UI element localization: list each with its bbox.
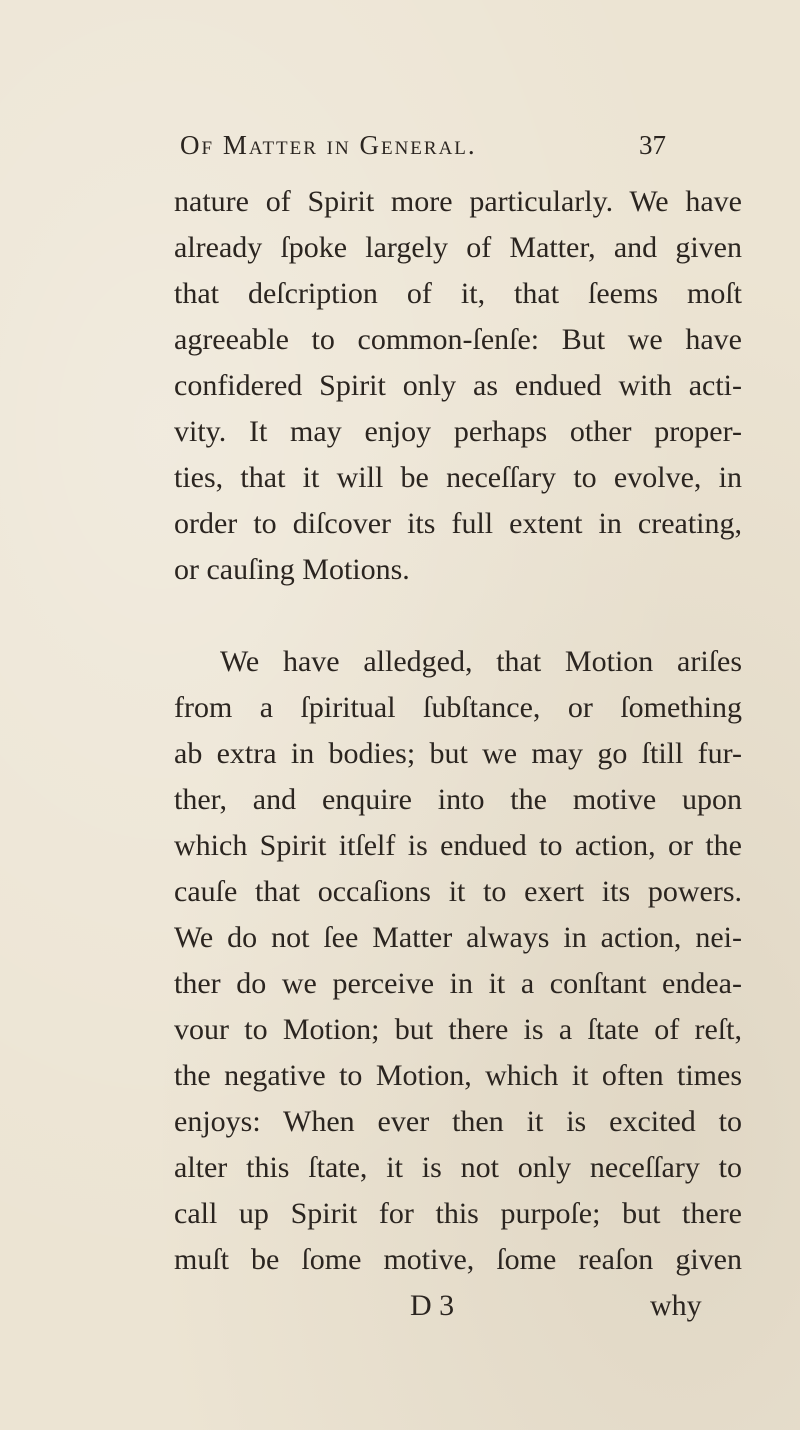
text-line: order to diſcover its full extent in creating,	[174, 507, 742, 540]
text-line: vity. It may enjoy perhaps other proper-	[174, 415, 742, 448]
text-line: confidered Spirit only as endued with acti-	[174, 369, 742, 402]
catchword: why	[650, 1289, 702, 1322]
text-line: already ſpoke largely of Matter, and given	[174, 231, 742, 264]
text-line: ther, and enquire into the motive upon	[174, 783, 742, 816]
text-line: alter this ſtate, it is not only neceſſary to	[174, 1151, 742, 1184]
text-line: or cauſing Motions.	[174, 553, 410, 586]
text-line: call up Spirit for this purpoſe; but there	[174, 1197, 742, 1230]
text-line: ab extra in bodies; but we may go ſtill fur-	[174, 737, 742, 770]
running-head-title: Of Matter in General.	[180, 130, 477, 160]
text-line: agreeable to common-ſenſe: But we have	[174, 323, 742, 356]
running-head	[180, 130, 680, 170]
text-line: the negative to Motion, which it often times	[174, 1059, 742, 1092]
signature-mark: D 3	[410, 1289, 455, 1322]
text-line: which Spirit itſelf is endued to action, or the	[174, 829, 742, 862]
text-line: nature of Spirit more particularly. We have	[174, 185, 742, 218]
text-line: cauſe that occaſions it to exert its powers.	[174, 875, 742, 908]
page-number: 37	[639, 130, 666, 160]
text-line: vour to Motion; but there is a ſtate of reſt,	[174, 1013, 742, 1046]
text-line: from a ſpiritual ſubſtance, or ſomething	[174, 691, 742, 724]
text-line: We do not ſee Matter always in action, nei-	[174, 921, 742, 954]
page-footer	[0, 1286, 800, 1326]
text-line: that deſcription of it, that ſeems moſt	[174, 277, 742, 310]
text-line: ties, that it will be neceſſary to evolve, in	[174, 461, 742, 494]
text-line: muſt be ſome motive, ſome reaſon given	[174, 1243, 742, 1276]
text-line: enjoys: When ever then it is excited to	[174, 1105, 742, 1138]
text-line: We have alledged, that Motion ariſes	[220, 645, 742, 678]
text-line: ther do we perceive in it a conſtant endea-	[174, 967, 742, 1000]
